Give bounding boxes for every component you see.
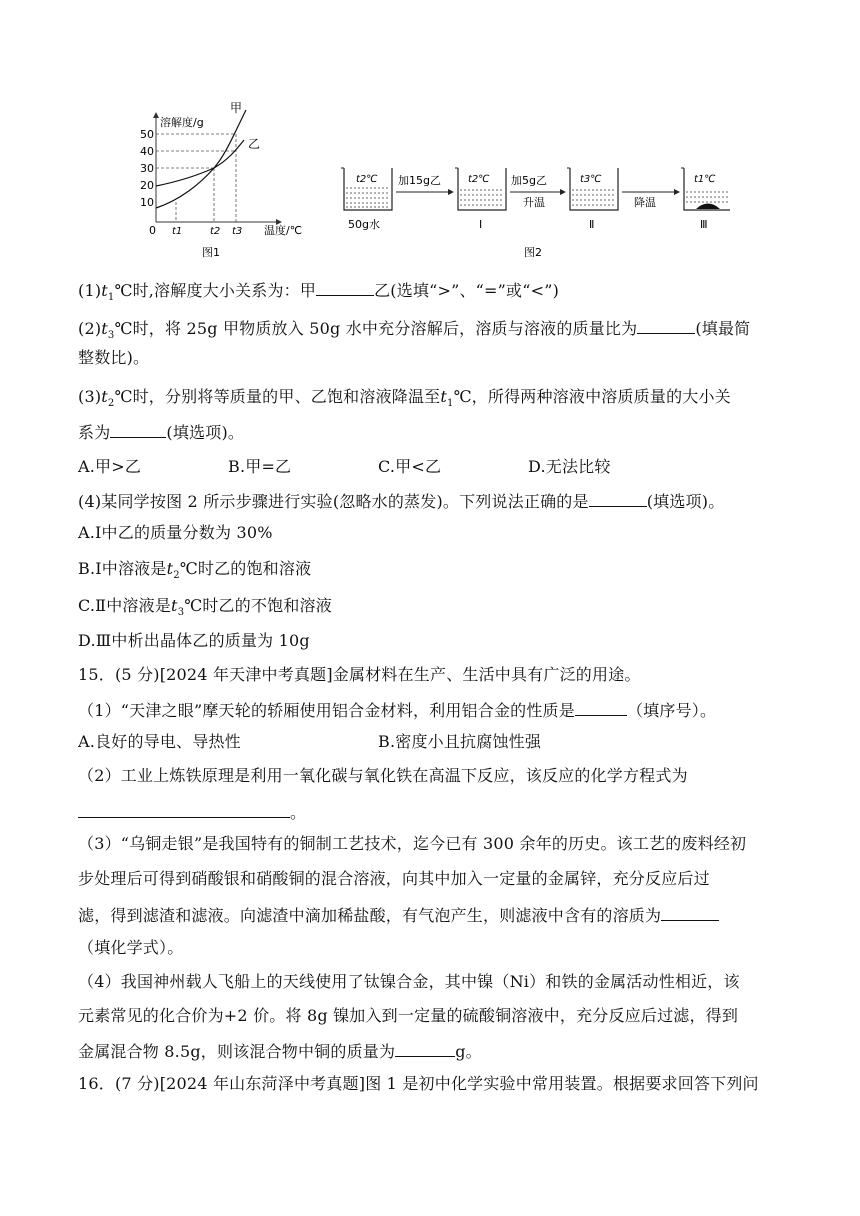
var-t: t — [440, 387, 448, 406]
beaker-icon — [341, 168, 392, 210]
fig1-xlabel: 温度/℃ — [264, 224, 303, 237]
q15-part3-line2: 步处理后可得到硝酸银和硝酸铜的混合溶液，向其中加入一定量的金属锌，充分反应后过 — [78, 869, 710, 888]
crystal-icon — [696, 204, 720, 210]
answer-blank[interactable] — [575, 698, 627, 716]
var-t: t — [171, 596, 178, 615]
q4-text: (4)某同学按图 2 所示步骤进行实验(忽略水的蒸发)。下列说法正确的是 — [78, 492, 589, 511]
q4-option-a[interactable]: A.Ⅰ中乙的质量分数为 30% — [78, 523, 273, 542]
q4b-text-end: ℃时乙的饱和溶液 — [179, 559, 312, 578]
beaker2-label: Ⅱ — [589, 218, 595, 231]
q4-option-d[interactable]: D.Ⅲ中析出晶体乙的质量为 10g — [78, 631, 310, 650]
q15-part1-end: （填序号）。 — [626, 701, 717, 720]
subscript: 2 — [173, 570, 180, 582]
fig1-ytick: 20 — [140, 179, 154, 192]
fig1-xtick: t1 — [172, 226, 183, 237]
subscript: 3 — [107, 330, 115, 342]
beaker3-temp: t1℃ — [694, 174, 716, 185]
fig1-ytick: 50 — [140, 128, 154, 141]
q15-part4-line3 — [78, 1039, 482, 1063]
beaker3-label: Ⅲ — [700, 218, 708, 231]
q3-text-3: 系为 — [78, 423, 111, 442]
answer-blank[interactable] — [110, 420, 166, 438]
q15-part4-end: g。 — [455, 1042, 482, 1061]
fig1-curve-a-label: 甲 — [230, 101, 243, 115]
q4b-text: B.Ⅰ中溶液是 — [78, 559, 167, 578]
subscript: 1 — [447, 398, 454, 410]
q15-part4-text: 金属混合物 8.5g，则该混合物中铜的质量为 — [78, 1042, 396, 1061]
beaker-icon — [567, 168, 618, 210]
fig2-caption: 图2 — [524, 246, 542, 259]
fig1-curve-b-label: 乙 — [248, 137, 261, 151]
subscript: 1 — [107, 292, 115, 304]
figure-svg — [130, 100, 730, 270]
q3-option-a[interactable]: A.甲>乙 — [78, 457, 142, 476]
q15-part1 — [78, 698, 716, 722]
q1-line — [78, 278, 559, 309]
beaker1-label: Ⅰ — [479, 218, 483, 231]
q15-options — [78, 731, 541, 753]
q3-option-b[interactable]: B.甲=乙 — [228, 457, 292, 476]
var-t: t — [101, 387, 108, 406]
beaker0-temp: t2℃ — [356, 174, 378, 185]
q15-part3-text: 滤，得到滤渣和滤液。向滤渣中滴加稀盐酸，有气泡产生，则滤液中含有的溶质为 — [78, 906, 662, 925]
figures — [130, 100, 730, 270]
q2-text: ℃时，将 25g 甲物质放入 50g 水中充分溶解后，溶质与溶液的质量比为 — [114, 319, 638, 338]
q4-option-b[interactable] — [78, 558, 311, 587]
fig1-ylabel: 溶解度/g — [160, 116, 204, 129]
var-t: t — [101, 281, 108, 300]
q1-text-end: 乙(选填“>”、“=”或“<”) — [374, 281, 560, 300]
q2-prefix: (2) — [78, 319, 102, 338]
fig1-xtick: t3 — [232, 226, 243, 237]
fig1-ytick: 40 — [140, 145, 154, 158]
q3-prefix: (3) — [78, 387, 102, 406]
q15-option-a[interactable]: A.良好的导电、导热性 — [78, 732, 241, 751]
q15-part1-text: （1）“天津之眼”摩天轮的轿厢使用铝合金材料，利用铝合金的性质是 — [78, 701, 575, 720]
q15-option-b[interactable]: B.密度小且抗腐蚀性强 — [378, 732, 542, 751]
q3-text-4: (填选项)。 — [166, 423, 245, 442]
fig2-process — [341, 168, 730, 259]
q3-line — [78, 386, 731, 415]
answer-blank[interactable] — [316, 278, 374, 296]
beaker0-label: 50g水 — [348, 218, 380, 231]
fig1-xtick: t2 — [210, 226, 221, 237]
arrow2-top-label: 加5g乙 — [511, 174, 547, 187]
q15-part3-line4: （填化学式）。 — [78, 938, 184, 957]
answer-blank[interactable] — [637, 316, 695, 334]
q4-line — [78, 489, 724, 513]
fig1-solubility-chart — [140, 101, 302, 259]
q4-text-end: (填选项)。 — [646, 492, 725, 511]
var-t: t — [101, 319, 108, 338]
q4-option-c[interactable] — [78, 595, 332, 624]
q2-line-2: 整数比)。 — [78, 348, 150, 367]
q4c-text: C.Ⅱ中溶液是 — [78, 596, 172, 615]
q15-part2-answer — [78, 800, 306, 824]
q2-text-end: (填最简 — [695, 319, 751, 338]
q3-option-d[interactable]: D.无法比较 — [528, 457, 611, 476]
subscript: 2 — [107, 398, 115, 410]
q3-text: ℃时，分别将等质量的甲、乙饱和溶液降温至 — [114, 387, 441, 406]
beaker1-temp: t2℃ — [468, 174, 490, 185]
answer-blank[interactable] — [78, 800, 290, 818]
q15-part2-end: 。 — [290, 803, 307, 822]
q15-part4-line2: 元素常见的化合价为+2 价。将 8g 镍加入到一定量的硫酸铜溶液中，充分反应后过滤，得到 — [78, 1006, 739, 1025]
q3-line-2 — [78, 420, 244, 444]
q2-line — [78, 316, 750, 347]
answer-blank[interactable] — [589, 489, 647, 507]
q15-part4-line1: （4）我国神州载人飞船上的天线使用了钛镍合金，其中镍（Ni）和铁的金属活动性相近，该 — [78, 972, 740, 991]
q1-prefix: (1) — [78, 281, 102, 300]
answer-blank[interactable] — [661, 903, 719, 921]
fig1-ytick: 10 — [140, 196, 154, 209]
arrow2-bottom-label: 升温 — [523, 196, 545, 209]
beaker2-temp: t3℃ — [580, 174, 602, 185]
q3-text-2: ℃，所得两种溶液中溶质质量的大小关 — [453, 387, 731, 406]
q16-heading: 16．(7 分)[2024 年山东菏泽中考真题]图 1 是初中化学实验中常用装置。根据要求回答下列问 — [78, 1074, 759, 1093]
q15-heading: 15．(5 分)[2024 年天津中考真题]金属材料在生产、生活中具有广泛的用途。 — [78, 665, 641, 684]
q15-part3-line1: （3）“乌铜走银”是我国特有的铜制工艺技术，迄今已有 300 余年的历史。该工艺的废料经初 — [78, 834, 747, 853]
q4c-text-end: ℃时乙的不饱和溶液 — [184, 596, 332, 615]
q15-part3-line3 — [78, 903, 719, 927]
q1-text: ℃时,溶解度大小关系为：甲 — [114, 281, 317, 300]
arrow1-label: 加15g乙 — [398, 174, 441, 187]
beaker-icon — [681, 168, 730, 210]
var-t: t — [166, 559, 174, 578]
arrow3-label: 降温 — [634, 196, 656, 209]
q3-option-c[interactable]: C.甲<乙 — [378, 457, 442, 476]
answer-blank[interactable] — [395, 1039, 455, 1057]
fig1-origin: 0 — [149, 224, 156, 237]
subscript: 3 — [177, 607, 185, 619]
beaker-icon — [455, 168, 506, 210]
q3-options — [78, 456, 611, 478]
fig1-ytick: 30 — [140, 162, 154, 175]
fig1-caption: 图1 — [202, 246, 220, 259]
q15-part2: （2）工业上炼铁原理是利用一氧化碳与氧化铁在高温下反应，该反应的化学方程式为 — [78, 766, 688, 785]
fig1-curve-b — [156, 140, 244, 186]
